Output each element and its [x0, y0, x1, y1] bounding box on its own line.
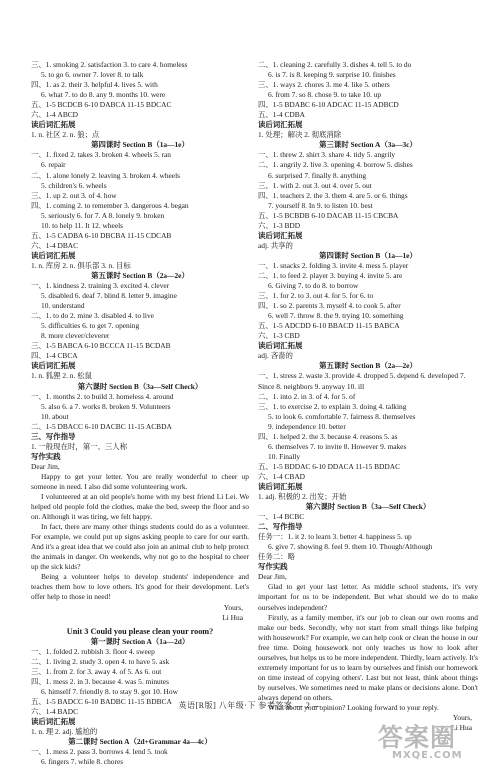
- right-line: 六、1-3 CBD: [258, 331, 300, 341]
- left-line: 六、1-4 DBAC: [31, 240, 79, 250]
- watermark-url: MXQE.COM: [392, 750, 463, 761]
- right-line: 四、1-5 BDABC 6-10 ADCAC 11-15 ADBCD: [258, 100, 399, 110]
- left-line: 6. repair: [41, 160, 66, 170]
- watermark-logo: [362, 714, 494, 766]
- left-line: 读后词汇拓展: [31, 717, 76, 727]
- left-line: 6. what 7. to do 8. any 9. months 10. were: [41, 90, 166, 100]
- left-line: 读后词汇拓展: [31, 361, 76, 371]
- left-line: Unit 3 Could you please clean your room?: [66, 626, 214, 636]
- left-line: 1. n. 库房 2. n. 俱乐部 3. n. 目标: [31, 260, 131, 270]
- left-line: 二、1. alone lonely 2. leaving 3. broken 4. wheels: [31, 170, 181, 180]
- right-line: 任务二：略: [258, 552, 295, 562]
- left-line: 5. difficulties 6. to get 7. opening: [41, 321, 140, 331]
- right-line: 1. adj. 积极的 2. 出发；开始: [258, 492, 347, 502]
- left-line: 5. to go 6. owner 7. lover 8. to talk: [41, 70, 144, 80]
- left-line: Happy to get your letter. You are really wonderful to cheer up someone in need. I also did some volunteering work.: [31, 471, 249, 491]
- right-line: 7. yourself 8. In 9. to listen 10. best: [268, 200, 373, 210]
- right-line: 第五课时 Section B（2a—2e）: [319, 361, 417, 371]
- left-line: 三、1. from 2. for 3. away 4. of 5. As 6. out: [31, 666, 162, 676]
- left-line: Dear Jim,: [31, 461, 60, 471]
- right-line: 读后词汇拓展: [258, 341, 303, 351]
- left-line: 五、1-5 BADCC 6-10 BADBC 11-15 BDBCA: [31, 696, 172, 706]
- right-line: Dear Jim,: [258, 572, 287, 582]
- left-line: Yours,: [223, 602, 243, 612]
- left-line: 三、1. up 2. out 3. of 4. how: [31, 190, 117, 200]
- left-line: 四、1. as 2. their 3. helpful 4. lives 5. with: [31, 80, 158, 90]
- right-line: 6. from 7. so 8. chose 9. to take 10. up: [268, 90, 382, 100]
- left-line: 6. fingers 7. while 8. chores: [41, 757, 124, 767]
- right-line: What about your opinion? Looking forward to your reply.: [268, 703, 439, 712]
- right-line: 9. independence 10. better: [268, 421, 346, 431]
- left-line: 第一课时 Section A（1a—2d）: [90, 636, 190, 646]
- left-line: Li Hua: [222, 612, 243, 622]
- right-line: 四、1. teachers 2. the 3. them 4. are 5. or 6. things: [258, 190, 408, 200]
- right-line: 6. surprised 7. finally 8. anything: [268, 170, 367, 180]
- left-line: 1. n. 理 2. adj. 尴尬的: [31, 727, 98, 737]
- right-line: 读后词汇拓展: [258, 230, 303, 240]
- right-line: 六、1-4 CBAD: [258, 471, 306, 481]
- left-line: 读后词汇拓展: [31, 120, 76, 130]
- right-line: 6. themselves 7. to invite 8. However 9. makes: [268, 441, 407, 451]
- right-line: 第三课时 Section A（3a—3c）: [319, 140, 417, 150]
- left-line: 写作实践: [31, 451, 61, 461]
- left-line: 一、1. mess 2. pass 3. borrows 4. lend 5. took: [31, 747, 168, 757]
- left-line: 四、1. coming 2. to remember 3. dangerous 4. began: [31, 200, 189, 210]
- right-line: 二、写作指导: [258, 522, 303, 532]
- right-line: 6. Giving 7. to do 8. to borrow: [268, 281, 359, 291]
- right-line: adj. 吝啬的: [258, 351, 293, 361]
- left-line: 第四课时 Section B（1a—1e）: [91, 140, 189, 150]
- left-line: 10. to help 11. It 12. wheels: [41, 220, 124, 230]
- right-line: 六、1-3 BDD: [258, 220, 301, 230]
- left-line: 1. n. 社区 2. n. 狼；点: [31, 130, 100, 140]
- right-line: Yours,: [452, 713, 472, 723]
- left-line: 一、1. kindness 2. training 3. excited 4. clever: [31, 281, 170, 291]
- right-line: adj. 共享的: [258, 240, 293, 250]
- right-line: 6. well 7. throw 8. the 9. trying 10. something: [268, 311, 404, 321]
- right-column: [258, 60, 478, 733]
- right-line: 二、1. angrily 2. live 3. opening 4. borrow 5. dishes: [258, 160, 413, 170]
- right-line: Li Hua: [451, 723, 472, 733]
- right-line: 5. to look 6. comfortable 7. fairness 8. themselves: [268, 411, 416, 421]
- right-line: 6. give 7. showing 8. feel 9. them 10. Though/Although: [268, 542, 433, 552]
- right-line: 三、1. to exercise 2. to explain 3. doing 4. talking: [258, 401, 407, 411]
- right-line: 写作实践: [258, 562, 288, 572]
- left-line: 8. more clever/cleverer: [41, 331, 110, 341]
- left-line: 第五课时 Section B（2a—2e）: [91, 270, 189, 280]
- right-line: 四、1. helped 2. the 3. because 4. reasons 5. as: [258, 431, 398, 441]
- left-line: 1. n. 狐狸 2. n. 松鼠: [31, 371, 92, 381]
- right-line: 二、1. into 2. in 3. of 4. for 5. of: [258, 391, 356, 401]
- right-line: 一、1-4 BCBC: [258, 512, 305, 522]
- page-footer: 英语[R版] 八年级·下 参考答案 — 2 —: [178, 701, 322, 710]
- left-line: 三、1-5 BABCA 6-10 BCCCA 11-15 BCDAB: [31, 341, 171, 351]
- right-line: Firstly, as a family member, it's our job to clean our own rooms and make our beds. Secondly, why not start from small things like helping with housework? For example, we can help cook or clean the house in our free time. Doing housework not only teaches us how to look after ourselves, but helps us to be more independent. Thirdly, learn actively. It's extremely important for us to learn by ourselves and finish our homework on time instead of copying others'. Last but not least, think about things by ourselves. We sometimes need to make plans or decisions alone. Don't always depend on others.: [258, 612, 478, 702]
- right-line: 二、1. cleaning 2. carefully 3. dishes 4. tell 5. to do: [258, 60, 412, 69]
- left-line: 5. also 6. a 7. works 8. broken 9. Volunteers: [41, 401, 171, 411]
- watermark-text: 答案圈: [378, 723, 457, 752]
- left-line: 一、1. months 2. to build 3. homeless 4. around: [31, 391, 174, 401]
- right-line: 三、1. with 2. out 3. out 4. over 5. out: [258, 180, 372, 190]
- left-line: 二、1-5 DBACC 6-10 DACBC 11-15 ACBDA: [31, 421, 172, 431]
- left-line: 五、1-5 CADBA 6-10 DBCBA 11-15 CDCAB: [31, 230, 172, 240]
- left-line: 5. disabled 6. deaf 7. blind 8. letter 9. imagine: [41, 291, 177, 301]
- left-line: I volunteered at an old people's home with my best friend Li Lei. We helped old people fold the clothes, make the bed, sweep the floor and so on. Although it was tiring, we felt happy.: [31, 492, 249, 522]
- left-line: 一、1. fixed 2. takes 3. broken 4. wheels 5. ran: [31, 150, 171, 160]
- left-line: Being a volunteer helps to develop students' independence and teaches them how to love others. It's good for their development. Let's offer help to those in need!: [31, 572, 249, 602]
- right-line: 二、1. to feed 2. player 3. buying 4. invite 5. are: [258, 270, 403, 280]
- left-line: 二、1. living 2. study 3. open 4. to have 5. ask: [31, 656, 170, 666]
- right-line: 任务一：1. it 2. to learn 3. better 4. happiness 5. up: [258, 532, 412, 542]
- right-line: 读后词汇拓展: [258, 120, 303, 130]
- left-line: 二、1. to do 2. mine 3. disabled 4. to live: [31, 311, 154, 321]
- right-line: 第四课时 Section B（1a—1e）: [319, 250, 417, 260]
- right-line: 五、1-5 BCBDB 6-10 DACAB 11-15 CBCBA: [258, 210, 399, 220]
- right-line: 四、1. so 2. parents 3. myself 4. to cook 5. after: [258, 301, 401, 311]
- left-column: [31, 60, 249, 767]
- left-line: 10. about: [41, 411, 69, 421]
- left-line: 三、写作指导: [31, 431, 76, 441]
- left-line: 1. 一般现在时，第一、三人称: [31, 441, 128, 451]
- right-line: 读后词汇拓展: [258, 481, 303, 491]
- right-line: 五、1-4 CDBA: [258, 110, 306, 120]
- left-line: 第六课时 Section B（3a—Self Check）: [77, 381, 203, 391]
- right-line: 三、1. ways 2. chores 3. me 4. like 5. others: [258, 80, 390, 90]
- left-line: 5. seriously 6. for 7. A 8. lonely 9. broken: [41, 210, 165, 220]
- right-line: 1. 处理；解决 2. 彻底消除: [258, 130, 342, 140]
- right-line: Glad to get your last letter. As middle school students, it's very important for us to be independent. But what should we do to make ourselves independent?: [258, 582, 478, 612]
- right-line: 6. is 7. is 8. keeping 9. surprise 10. finishes: [268, 70, 396, 80]
- left-line: 六、1-4 BADC: [31, 707, 79, 716]
- right-line: 第六课时 Section B（3a—Self Check）: [305, 502, 431, 512]
- right-line: 三、1. for 2. to 3. out 4. for 5. for 6. to: [258, 291, 374, 301]
- right-line: 10. Finally: [268, 451, 301, 461]
- left-line: 第二课时 Section A（2d+Grammar 4a—4c）: [68, 737, 212, 747]
- left-line: 10. understand: [41, 301, 85, 311]
- left-line: 5. children's 6. wheels: [41, 180, 107, 190]
- right-line: 一、1. snacks 2. folding 3. invite 4. mess 5. player: [258, 260, 409, 270]
- right-line: 一、1. threw 2. shirt 3. share 4. tidy 5. angrily: [258, 150, 396, 160]
- right-line: 一、1. stress 2. waste 3. provide 4. dropped 5. depend 6. developed 7. Since 8. neighbors 9. anyway 10. ill: [258, 371, 466, 391]
- left-line: 三、1. smoking 2. satisfaction 3. to care 4. homeless: [31, 60, 188, 69]
- left-line: 四、1. mess 2. in 3. because 4. was 5. minutes: [31, 676, 169, 686]
- left-line: In fact, there are many other things students could do as a volunteer. For example, we could put up signs asking people to care for our earth. And it's a great idea that we could also join an animal club to help protect the animals in danger. On weekends, why not go to the hospital to cheer up the sick kids?: [31, 522, 249, 572]
- left-line: 6. himself 7. friendly 8. to stay 9. got 10. How: [41, 686, 178, 696]
- left-line: 五、1-5 BCDCB 6-10 DABCA 11-15 BDCAC: [31, 100, 172, 110]
- left-line: 一、1. folded 2. rubbish 3. floor 4. sweep: [31, 646, 155, 656]
- right-line: 五、1-5 BDDAC 6-10 DDACA 11-15 BDDAC: [258, 461, 400, 471]
- left-line: 六、1-4 ABCD: [31, 110, 79, 120]
- left-line: 四、1-4 CBCA: [31, 351, 78, 361]
- right-line: 五、1-5 ADCDD 6-10 BBACD 11-15 BABCA: [258, 321, 400, 331]
- left-line: 读后词汇拓展: [31, 250, 76, 260]
